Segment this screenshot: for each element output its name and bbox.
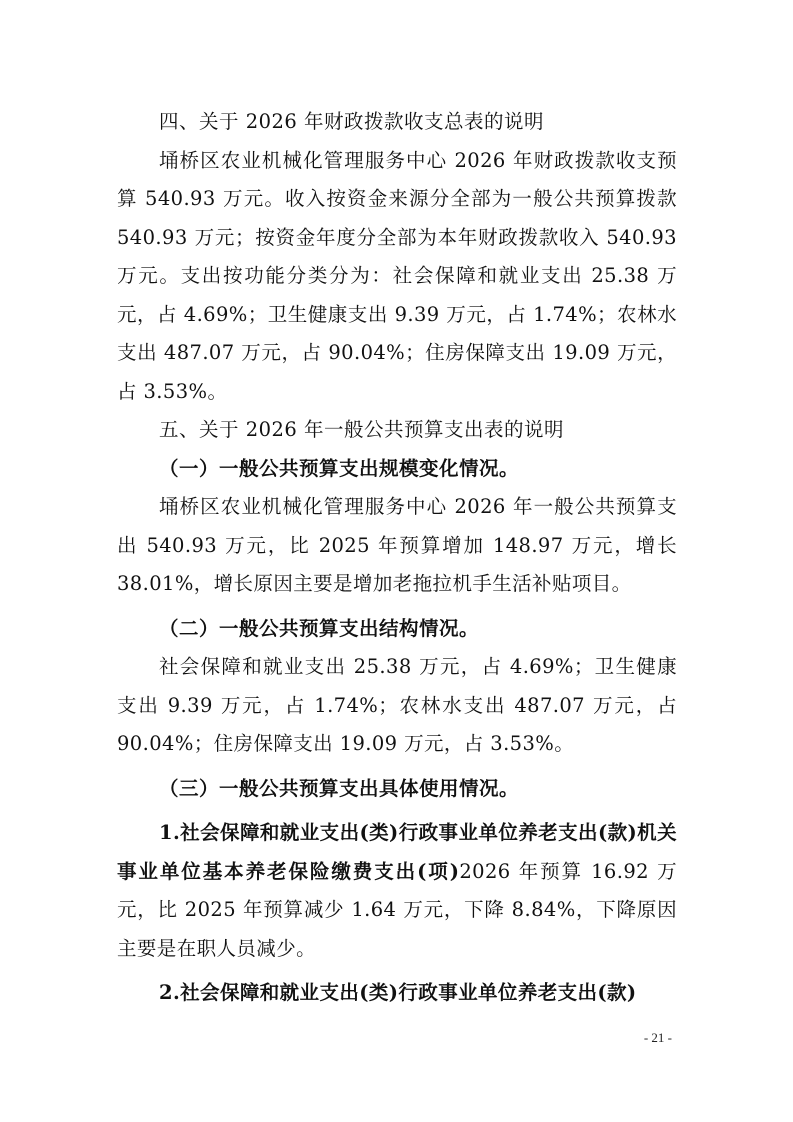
subsection-paragraph-2: 社会保障和就业支出 25.38 万元，占 4.69%；卫生健康支出 9.39 万元，占 1.74%；农林水支出 487.07 万元，占 90.04%；住房保障支出 19.09 万元，占 3.53%。 <box>117 655 677 755</box>
page-number: - 21 - <box>643 1030 672 1045</box>
subsection-paragraph-1: 埇桥区农业机械化管理服务中心 2026 年一般公共预算支出 540.93 万元，比 2025 年预算增加 148.97 万元，增长 38.01%，增长原因主要是增加老拖拉机手生活补贴项目。 <box>117 495 677 595</box>
section-heading-5: 五、关于 2026 年一般公共预算支出表的说明 <box>159 418 565 441</box>
document-body <box>117 103 677 1013</box>
subsection-heading-3: （三）一般公共预算支出具体使用情况。 <box>159 776 520 800</box>
section-heading-4: 四、关于 2026 年财政拨款收支总表的说明 <box>159 110 545 133</box>
item-2-title: 2.社会保障和就业支出(类)行政事业单位养老支出(款) <box>159 981 637 1004</box>
section-paragraph-4: 埇桥区农业机械化管理服务中心 2026 年财政拨款收支预算 540.93 万元。收入按资金来源分全部为一般公共预算拨款 540.93 万元；按资金年度分全部为本年财政拨款收入 540.93 万元。支出按功能分类分为：社会保障和就业支出 25.38 万元，占 4.69%；卫生健康支出 9.39 万元，占 1.74%；农林水支出 487.07 万元，占 90.04%；住房保障支出 19.09 万元，占 3.53%。 <box>117 148 677 403</box>
item-1-text: 2026 年预算 16.92 万元，比 2025 年预算减少 1.64 万元，下降 8.84%，下降原因主要是在职人员减少。 <box>117 859 677 960</box>
item-1-title: 1.社会保障和就业支出(类)行政事业单位养老支出(款)机关事业单位基本养老保险缴费支出(项) <box>117 821 677 883</box>
item-paragraph-1 <box>117 814 677 968</box>
subsection-heading-2: （二）一般公共预算支出结构情况。 <box>159 616 480 640</box>
item-paragraph-2 <box>117 974 677 1013</box>
subsection-heading-1: （一）一般公共预算支出规模变化情况。 <box>159 456 520 480</box>
